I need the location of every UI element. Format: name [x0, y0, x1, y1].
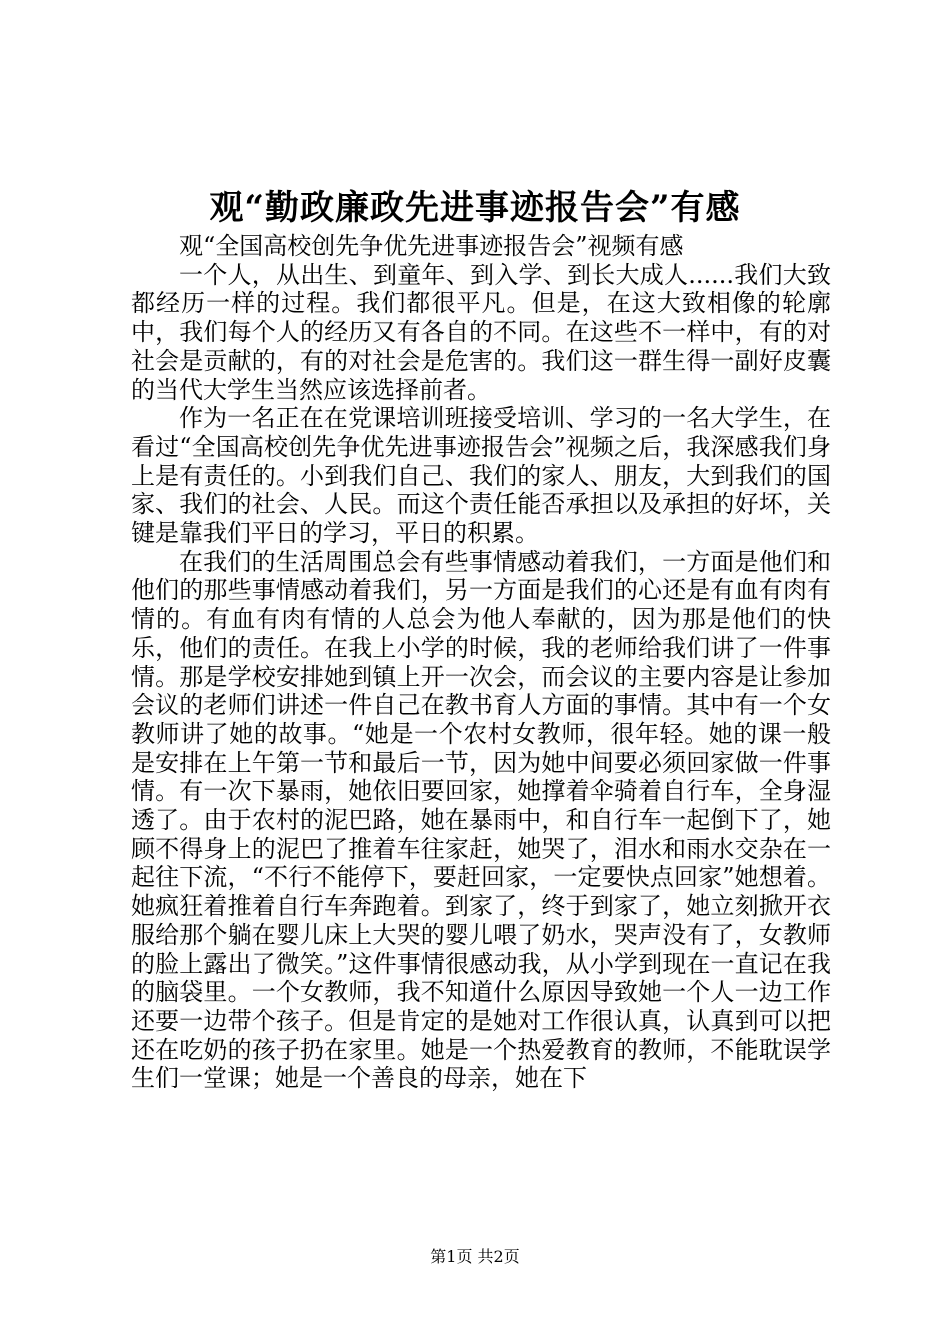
document-body [131, 232, 831, 1093]
body-paragraph: 作为一名正在在党课培训班接受培训、学习的一名大学生，在看过“全国高校创先争优先进事迹报告会”视频之后，我深感我们身上是有责任的。小到我们自己、我们的家人、朋友，大到我们的国家、我们的社会、人民。而这个责任能否承担以及承担的好坏，关键是靠我们平日的学习，平日的积累。 [131, 404, 831, 548]
subtitle-paragraph: 观“全国高校创先争优先进事迹报告会”视频有感 [179, 232, 684, 260]
document-title: 观“勤政廉政先进事迹报告会”有感 [209, 188, 741, 228]
body-paragraph: 一个人，从出生、到童年、到入学、到长大成人......我们大致都经历一样的过程。我们都很平凡。但是，在这大致相像的轮廓中，我们每个人的经历又有各自的不同。在这些不一样中，有的对社会是贡献的，有的对社会是危害的。我们这一群生得一副好皮囊的当代大学生当然应该选择前者。 [131, 260, 831, 404]
body-paragraph: 在我们的生活周围总会有些事情感动着我们，一方面是他们和他们的那些事情感动着我们，另一方面是我们的心还是有血有肉有情的。有血有肉有情的人总会为他人奉献的，因为那是他们的快乐，他们的责任。在我上小学的时候，我的老师给我们讲了一件事情。那是学校安排她到镇上开一次会，而会议的主要内容是让参加会议的老师们讲述一件自己在教书育人方面的事情。其中有一个女教师讲了她的故事。“她是一个农村女教师，很年轻。她的课一般是安排在上午第一节和最后一节，因为她中间要必须回家做一件事情。有一次下暴雨，她依旧要回家，她撑着伞骑着自行车，全身湿透了。由于农村的泥巴路，她在暴雨中，和自行车一起倒下了，她顾不得身上的泥巴了推着车往家赶，她哭了，泪水和雨水交杂在一起往下流，“不行不能停下，要赶回家，一定要快点回家”她想着。她疯狂着推着自行车奔跑着。到家了，终于到家了，她立刻掀开衣服给那个躺在婴儿床上大哭的婴儿喂了奶水，哭声没有了，女教师的脸上露出了微笑。”这件事情很感动我，从小学到现在一直记在我的脑袋里。一个女教师，我不知道什么原因导致她一个人一边工作还要一边带个孩子。但是肯定的是她对工作很认真，认真到可以把还在吃奶的孩子扔在家里。她是一个热爱教育的教师，不能耽误学生们一堂课；她是一个善良的母亲，她在下 [131, 547, 831, 1093]
page-footer: 第1页 共2页 [430, 1247, 520, 1266]
